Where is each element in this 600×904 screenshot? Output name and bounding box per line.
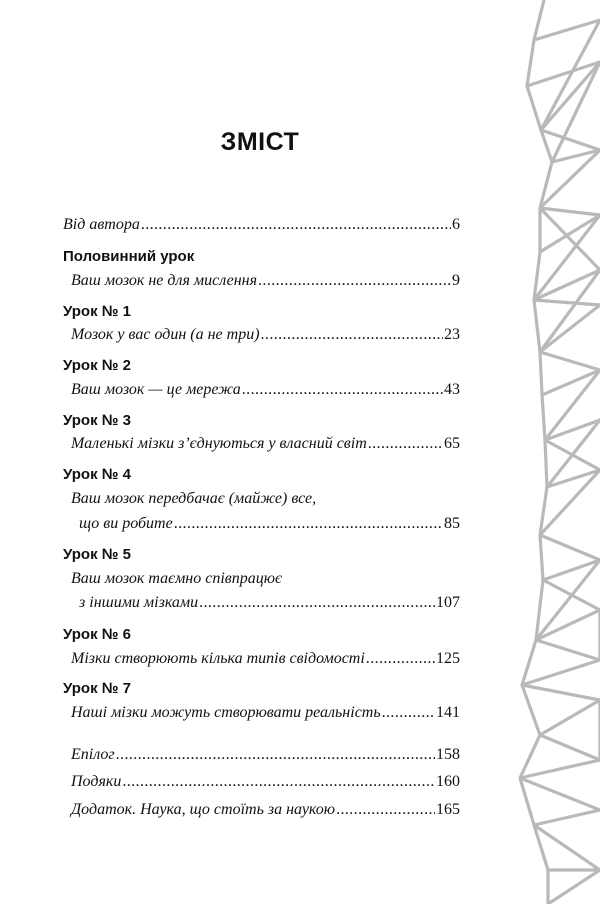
toc-entry-title: Мозок у вас один (а не три)	[71, 326, 260, 343]
toc-entry-title: Подяки	[71, 773, 122, 790]
toc-entry-page: 158	[436, 746, 460, 763]
toc-entry-page: 141	[436, 704, 460, 721]
dot-leader	[122, 773, 435, 791]
dot-leader	[199, 594, 435, 612]
toc-entry-page: 160	[436, 773, 460, 790]
toc-entry[interactable]	[79, 594, 460, 612]
lesson-heading: Урок № 1	[63, 303, 131, 320]
dot-leader	[382, 704, 435, 722]
toc-entry-page: 85	[444, 515, 460, 532]
toc-entry[interactable]	[71, 435, 460, 453]
toc-entry[interactable]	[71, 326, 460, 344]
toc-entry-title: Епілог	[71, 746, 115, 763]
toc-entry-title: Маленькі мізки з’єднуються у власний світ	[71, 435, 367, 452]
toc-entry-intro[interactable]	[63, 216, 460, 234]
toc-entry-title: з іншими мізками	[79, 594, 199, 611]
toc-entry[interactable]	[71, 704, 460, 722]
dot-leader	[174, 515, 443, 533]
toc-entry-page: 9	[452, 272, 460, 289]
lesson-heading: Урок № 7	[63, 680, 131, 697]
lesson-heading: Урок № 2	[63, 357, 131, 374]
toc-entry-title: Наші мізки можуть створювати реальність	[71, 704, 381, 721]
toc-entry-title: Ваш мозок не для мислення	[71, 272, 258, 289]
lesson-heading: Урок № 6	[63, 626, 131, 643]
toc-entry-title-line1: Ваш мозок передбачає (майже) все,	[71, 490, 317, 507]
toc-entry-page: 165	[436, 801, 460, 818]
dot-leader	[141, 216, 451, 234]
toc-entry-page: 107	[436, 594, 460, 611]
toc-entry[interactable]	[71, 272, 460, 290]
toc-entry[interactable]	[79, 515, 460, 533]
toc-entry-page: 6	[452, 216, 460, 233]
toc-entry-title: Від автора	[63, 216, 140, 233]
toc-entry-appendix[interactable]	[71, 801, 460, 819]
lesson-heading: Урок № 3	[63, 412, 131, 429]
lesson-heading: Урок № 4	[63, 466, 131, 483]
toc-entry-page: 65	[444, 435, 460, 452]
toc-entry-title: що ви робите	[79, 515, 173, 532]
dot-leader	[336, 801, 435, 819]
toc-entry-title: Мізки створюють кілька типів свідомості	[71, 650, 365, 667]
dot-leader	[258, 272, 451, 290]
toc-entry-page: 125	[436, 650, 460, 667]
toc-entry[interactable]	[71, 650, 460, 668]
dot-leader	[261, 326, 443, 344]
dot-leader	[116, 746, 435, 764]
lesson-heading: Половинний урок	[63, 248, 195, 265]
lesson-heading: Урок № 5	[63, 546, 131, 563]
toc-entry-title: Додаток. Наука, що стоїть за наукою	[71, 801, 336, 818]
toc-entry-acknowledgements[interactable]	[71, 773, 460, 791]
toc-entry-page: 43	[444, 381, 460, 398]
toc-entry-epilogue[interactable]	[71, 746, 460, 764]
page-title: ЗМІСТ	[220, 128, 300, 156]
toc-entry[interactable]	[71, 381, 460, 399]
dot-leader	[366, 650, 435, 668]
toc-entry-page: 23	[444, 326, 460, 343]
dot-leader	[242, 381, 443, 399]
toc-entry-title: Ваш мозок — це мережа	[71, 381, 241, 398]
toc-entry-title-line1: Ваш мозок таємно співпрацює	[71, 570, 282, 587]
dot-leader	[368, 435, 443, 453]
